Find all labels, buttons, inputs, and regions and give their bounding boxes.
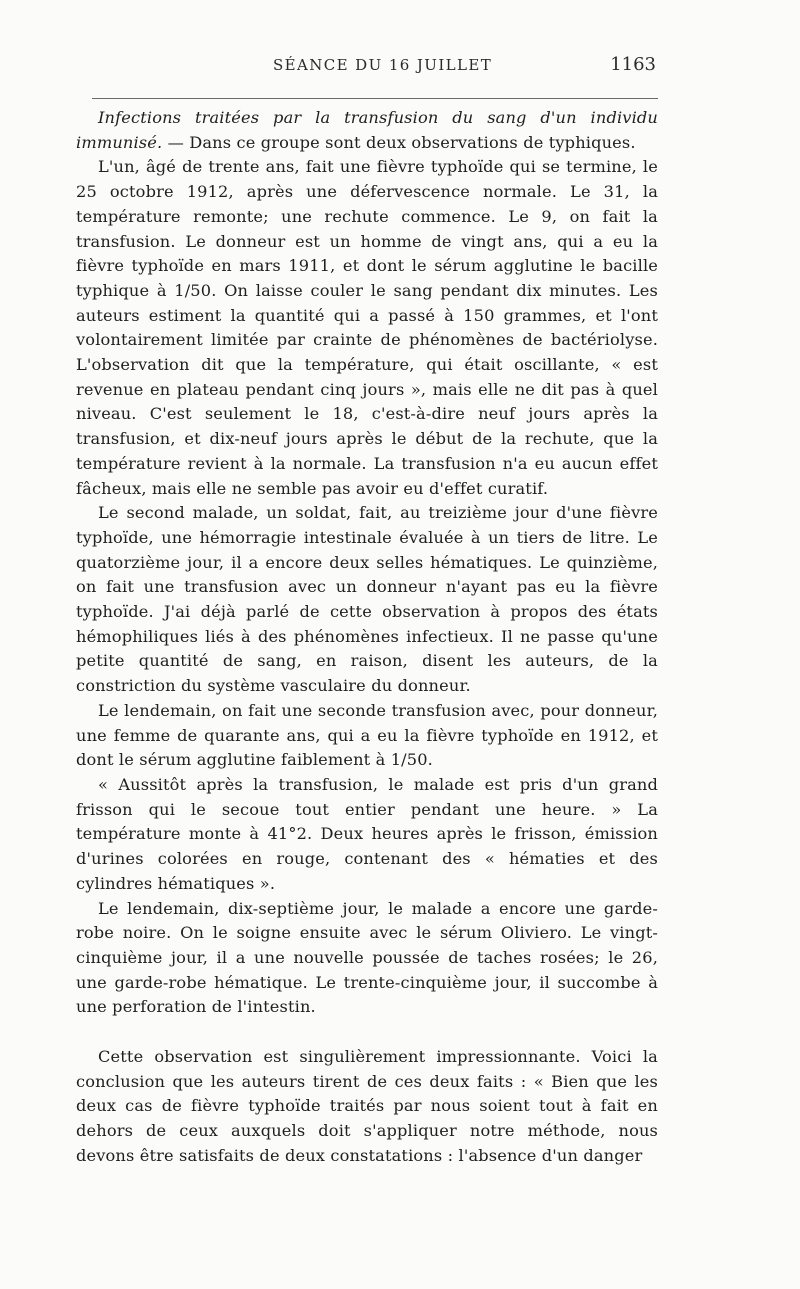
page-header bbox=[76, 50, 658, 80]
paragraph-second-transfusion: Le lendemain, on fait une seconde transfusion avec, pour donneur, une femme de quarante ans, qui a eu la fièvre typhoïde en 1912, et dont le sérum agglutine faiblement à 1/50. bbox=[76, 700, 658, 770]
header-rule bbox=[92, 98, 658, 99]
body-text bbox=[76, 106, 658, 1169]
page-number: 1163 bbox=[610, 54, 656, 75]
section-paragraph bbox=[76, 106, 658, 155]
paragraph-first-patient: L'un, âgé de trente ans, fait une fièvre typhoïde qui se termine, le 25 octobre 1912, après une défervescence normale. Le 31, la température remonte; une rechute commence. Le 9, on fait la transfusion. Le donneur est un homme de vingt ans, qui a eu la fièvre typhoïde en mars 1911, et dont le sérum agglutine le bacille typhique à 1/50. On laisse couler le sang pendant dix minutes. Les auteurs estiment la quantité qui a passé à 150 grammes, et l'ont volontairement limitée par crainte de phénomènes de bactériolyse. L'observation dit que la température, qui était oscillante, « est revenue en plateau pendant cinq jours », mais elle ne dit pas à quel niveau. C'est seulement le 18, c'est-à-dire neuf jours après la transfusion, et dix-neuf jours après le début de la rechute, que la température revient à la normale. La transfusion n'a eu aucun effet fâcheux, mais elle ne semble pas avoir eu d'effet curatif. bbox=[76, 157, 658, 498]
section-intro: — Dans ce groupe sont deux observations de typhiques. bbox=[162, 132, 636, 152]
section-heading: Infections traitées par la transfusion du sang d'un individu immunisé. bbox=[76, 108, 658, 152]
paragraph-reaction: « Aussitôt après la transfusion, le malade est pris d'un grand frisson qui le secoue tout entier pendant une heure. » La température monte à 41°2. Deux heures après le frisson, émission d'urines colorées en rouge, contenant des « hématies et des cylindres hématiques ». bbox=[76, 774, 658, 893]
running-title: SÉANCE DU 16 JUILLET bbox=[273, 56, 493, 74]
paragraph-second-patient: Le second malade, un soldat, fait, au treizième jour d'une fièvre typhoïde, une hémorragie intestinale évaluée à un tiers de litre. Le quatorzième jour, il a encore deux selles hématiques. Le quinzième, on fait une transfusion avec un donneur n'ayant pas eu la fièvre typhoïde. J'ai déjà parlé de cette observation à propos des états hémophiliques liés à des phénomènes infectieux. Il ne passe qu'une petite quantité de sang, en raison, disent les auteurs, de la constriction du système vasculaire du donneur. bbox=[76, 503, 658, 696]
paragraph-conclusion: Cette observation est singulièrement impressionnante. Voici la conclusion que les auteurs tirent de ces deux faits : « Bien que les deux cas de fièvre typhoïde traités par nous soient tout à fait en dehors de ceux auxquels doit s'appliquer notre méthode, nous devons être satisfaits de deux constatations : l'absence d'un danger bbox=[76, 1047, 658, 1165]
paragraph-outcome: Le lendemain, dix-septième jour, le malade a encore une garde-robe noire. On le soigne ensuite avec le sérum Oliviero. Le vingt-cinquième jour, il a une nouvelle poussée de taches rosées; le 26, une garde-robe hématique. Le trente-cinquième jour, il succombe à une perforation de l'intestin. bbox=[76, 898, 658, 1017]
